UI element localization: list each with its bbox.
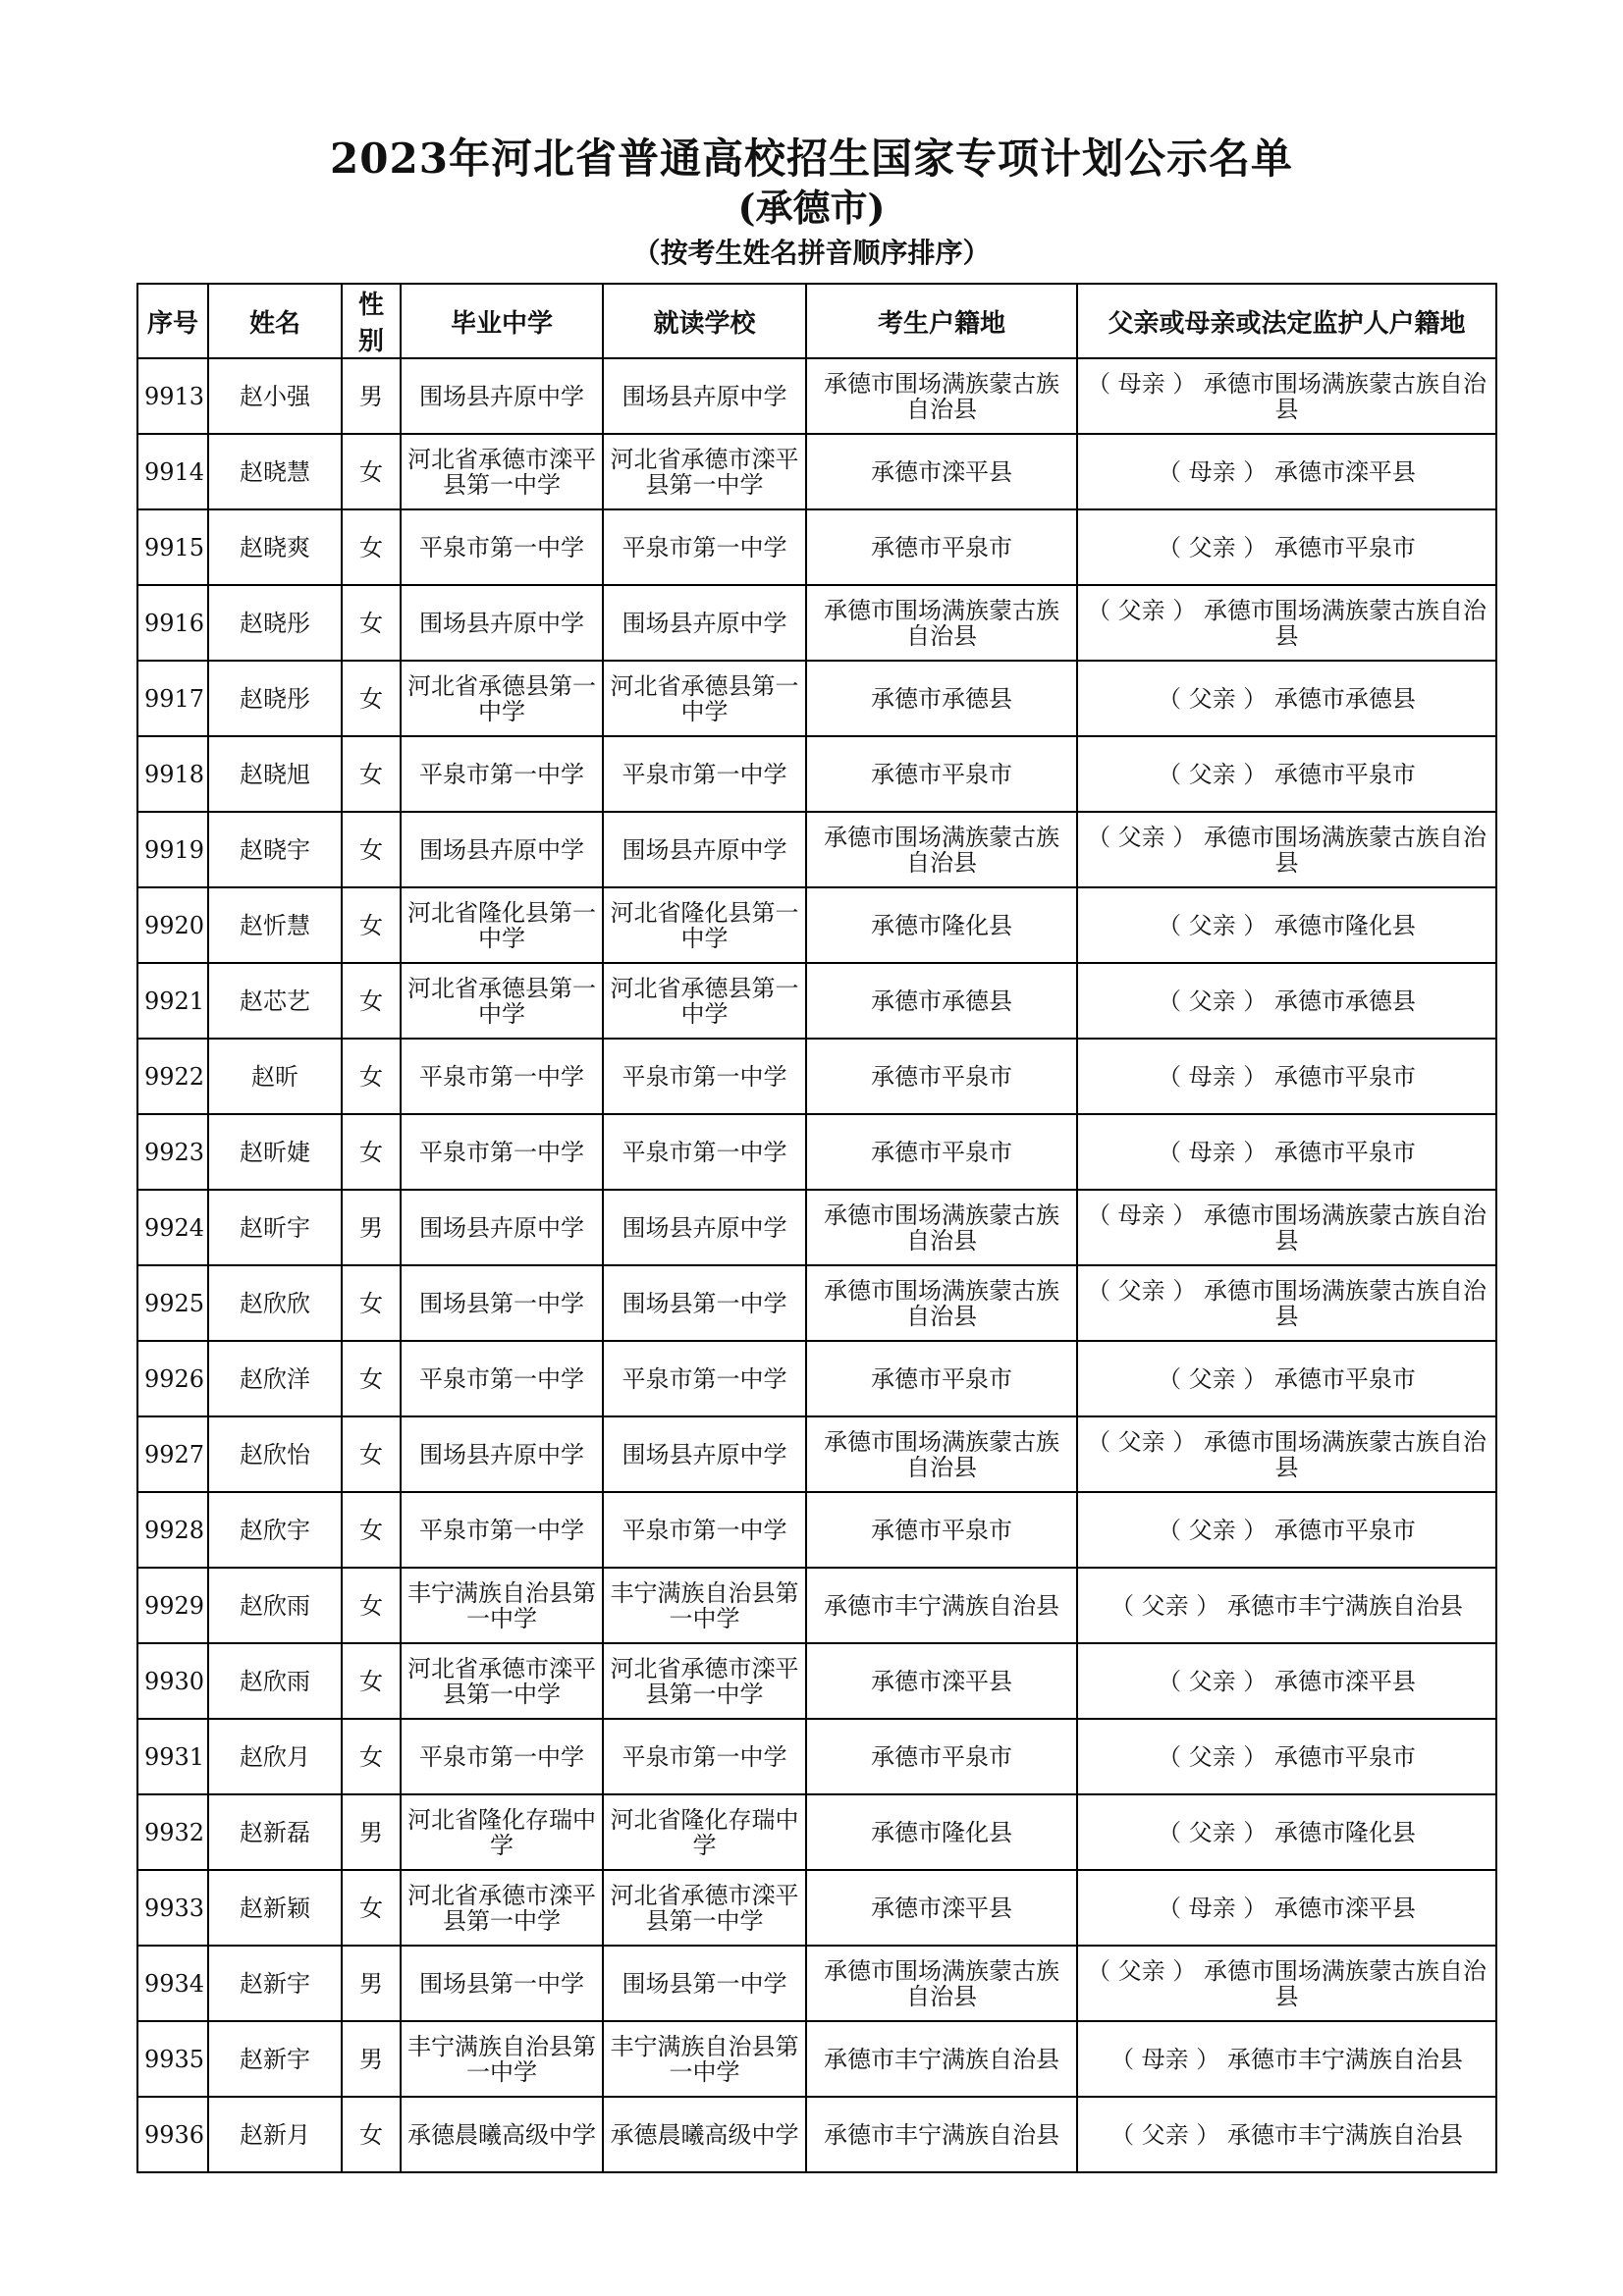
table-header-col-student-household: 考生户籍地 — [806, 284, 1077, 358]
page-subtitle: (承德市) — [737, 186, 886, 230]
table-row — [137, 1643, 1496, 1719]
student-household-cell: 承德市隆化县 — [806, 887, 1077, 963]
graduation-school-cell: 平泉市第一中学 — [401, 1114, 603, 1190]
gender-cell: 女 — [342, 585, 401, 661]
student-household-cell: 承德市承德县 — [806, 963, 1077, 1039]
guardian-household-cell: （ 父亲 ） 承德市滦平县 — [1077, 1643, 1496, 1719]
student-household-cell: 承德市平泉市 — [806, 509, 1077, 585]
current-school-cell: 围场县卉原中学 — [603, 585, 806, 661]
graduation-school-cell: 平泉市第一中学 — [401, 509, 603, 585]
guardian-household-cell: （ 母亲 ） 承德市滦平县 — [1077, 434, 1496, 509]
student-name-cell: 赵新磊 — [208, 1794, 342, 1870]
table-row — [137, 1719, 1496, 1794]
graduation-school-cell: 河北省承德市滦平县第一中学 — [401, 434, 603, 509]
current-school-cell: 河北省隆化县第一中学 — [603, 887, 806, 963]
graduation-school-cell: 平泉市第一中学 — [401, 736, 603, 812]
student-household-cell: 承德市围场满族蒙古族自治县 — [806, 1265, 1077, 1341]
gender-cell: 女 — [342, 812, 401, 887]
graduation-school-cell: 围场县第一中学 — [401, 1265, 603, 1341]
table-row — [137, 358, 1496, 434]
student-name-cell: 赵晓慧 — [208, 434, 342, 509]
table-row — [137, 2097, 1496, 2172]
gender-cell: 女 — [342, 887, 401, 963]
row-index-cell: 9934 — [137, 1946, 208, 2021]
student-household-cell: 承德市围场满族蒙古族自治县 — [806, 358, 1077, 434]
student-household-cell: 承德市平泉市 — [806, 1719, 1077, 1794]
current-school-cell: 平泉市第一中学 — [603, 1492, 806, 1568]
graduation-school-cell: 平泉市第一中学 — [401, 1492, 603, 1568]
guardian-household-cell: （ 父亲 ） 承德市隆化县 — [1077, 1794, 1496, 1870]
roster-table — [136, 283, 1497, 2173]
row-index-cell: 9928 — [137, 1492, 208, 1568]
guardian-household-cell: （ 母亲 ） 承德市围场满族蒙古族自治县 — [1077, 1190, 1496, 1265]
student-household-cell: 承德市隆化县 — [806, 1794, 1077, 1870]
graduation-school-cell: 承德晨曦高级中学 — [401, 2097, 603, 2172]
student-name-cell: 赵晓爽 — [208, 509, 342, 585]
current-school-cell: 河北省承德县第一中学 — [603, 963, 806, 1039]
student-household-cell: 承德市平泉市 — [806, 736, 1077, 812]
student-household-cell: 承德市承德县 — [806, 661, 1077, 736]
row-index-cell: 9914 — [137, 434, 208, 509]
gender-cell: 女 — [342, 736, 401, 812]
guardian-household-cell: （ 父亲 ） 承德市平泉市 — [1077, 736, 1496, 812]
student-name-cell: 赵小强 — [208, 358, 342, 434]
graduation-school-cell: 围场县卉原中学 — [401, 1416, 603, 1492]
graduation-school-cell: 围场县卉原中学 — [401, 585, 603, 661]
table-row — [137, 1039, 1496, 1114]
row-index-cell: 9915 — [137, 509, 208, 585]
graduation-school-cell: 围场县卉原中学 — [401, 358, 603, 434]
table-header-col-graduation-school: 毕业中学 — [401, 284, 603, 358]
table-row — [137, 1114, 1496, 1190]
student-name-cell: 赵晓宇 — [208, 812, 342, 887]
student-household-cell: 承德市围场满族蒙古族自治县 — [806, 585, 1077, 661]
student-name-cell: 赵忻慧 — [208, 887, 342, 963]
current-school-cell: 围场县卉原中学 — [603, 1190, 806, 1265]
guardian-household-cell: （ 父亲 ） 承德市平泉市 — [1077, 1341, 1496, 1416]
gender-cell: 男 — [342, 358, 401, 434]
row-index-cell: 9923 — [137, 1114, 208, 1190]
current-school-cell: 河北省承德市滦平县第一中学 — [603, 434, 806, 509]
row-index-cell: 9922 — [137, 1039, 208, 1114]
table-row — [137, 1870, 1496, 1946]
row-index-cell: 9918 — [137, 736, 208, 812]
row-index-cell: 9920 — [137, 887, 208, 963]
guardian-household-cell: （ 父亲 ） 承德市隆化县 — [1077, 887, 1496, 963]
table-row — [137, 1190, 1496, 1265]
graduation-school-cell: 围场县卉原中学 — [401, 812, 603, 887]
student-name-cell: 赵欣月 — [208, 1719, 342, 1794]
guardian-household-cell: （ 父亲 ） 承德市围场满族蒙古族自治县 — [1077, 1416, 1496, 1492]
row-index-cell: 9926 — [137, 1341, 208, 1416]
row-index-cell: 9932 — [137, 1794, 208, 1870]
guardian-household-cell: （ 母亲 ） 承德市平泉市 — [1077, 1114, 1496, 1190]
gender-cell: 女 — [342, 434, 401, 509]
table-row — [137, 585, 1496, 661]
current-school-cell: 围场县卉原中学 — [603, 812, 806, 887]
current-school-cell: 丰宁满族自治县第一中学 — [603, 1568, 806, 1643]
graduation-school-cell: 河北省承德市滦平县第一中学 — [401, 1643, 603, 1719]
guardian-household-cell: （ 父亲 ） 承德市平泉市 — [1077, 1719, 1496, 1794]
table-row — [137, 1568, 1496, 1643]
student-name-cell: 赵昕宇 — [208, 1190, 342, 1265]
table-row — [137, 736, 1496, 812]
gender-cell: 女 — [342, 1643, 401, 1719]
gender-cell: 男 — [342, 2021, 401, 2097]
current-school-cell: 平泉市第一中学 — [603, 1341, 806, 1416]
row-index-cell: 9936 — [137, 2097, 208, 2172]
guardian-household-cell: （ 母亲 ） 承德市滦平县 — [1077, 1870, 1496, 1946]
current-school-cell: 平泉市第一中学 — [603, 509, 806, 585]
gender-cell: 女 — [342, 1039, 401, 1114]
row-index-cell: 9913 — [137, 358, 208, 434]
graduation-school-cell: 河北省承德市滦平县第一中学 — [401, 1870, 603, 1946]
student-name-cell: 赵欣宇 — [208, 1492, 342, 1568]
gender-cell: 女 — [342, 1416, 401, 1492]
table-row — [137, 1265, 1496, 1341]
student-household-cell: 承德市平泉市 — [806, 1492, 1077, 1568]
gender-cell: 女 — [342, 661, 401, 736]
gender-cell: 女 — [342, 1492, 401, 1568]
row-index-cell: 9917 — [137, 661, 208, 736]
current-school-cell: 平泉市第一中学 — [603, 736, 806, 812]
gender-cell: 男 — [342, 1794, 401, 1870]
row-index-cell: 9924 — [137, 1190, 208, 1265]
student-household-cell: 承德市丰宁满族自治县 — [806, 2021, 1077, 2097]
gender-cell: 女 — [342, 1568, 401, 1643]
table-row — [137, 1341, 1496, 1416]
student-household-cell: 承德市滦平县 — [806, 1643, 1077, 1719]
graduation-school-cell: 丰宁满族自治县第一中学 — [401, 2021, 603, 2097]
guardian-household-cell: （ 父亲 ） 承德市丰宁满族自治县 — [1077, 2097, 1496, 2172]
student-name-cell: 赵昕婕 — [208, 1114, 342, 1190]
student-name-cell: 赵欣洋 — [208, 1341, 342, 1416]
current-school-cell: 围场县卉原中学 — [603, 358, 806, 434]
current-school-cell: 河北省承德市滦平县第一中学 — [603, 1643, 806, 1719]
row-index-cell: 9931 — [137, 1719, 208, 1794]
graduation-school-cell: 围场县卉原中学 — [401, 1190, 603, 1265]
table-row — [137, 1492, 1496, 1568]
graduation-school-cell: 平泉市第一中学 — [401, 1341, 603, 1416]
graduation-school-cell: 平泉市第一中学 — [401, 1039, 603, 1114]
sort-note: （按考生姓名拼音顺序排序） — [632, 237, 991, 269]
student-household-cell: 承德市平泉市 — [806, 1114, 1077, 1190]
row-index-cell: 9916 — [137, 585, 208, 661]
current-school-cell: 丰宁满族自治县第一中学 — [603, 2021, 806, 2097]
student-name-cell: 赵晓旭 — [208, 736, 342, 812]
student-household-cell: 承德市围场满族蒙古族自治县 — [806, 1946, 1077, 2021]
gender-cell: 女 — [342, 1114, 401, 1190]
gender-cell: 女 — [342, 1341, 401, 1416]
table-header-row — [137, 284, 1496, 358]
graduation-school-cell: 河北省承德县第一中学 — [401, 661, 603, 736]
student-name-cell: 赵欣欣 — [208, 1265, 342, 1341]
student-household-cell: 承德市丰宁满族自治县 — [806, 2097, 1077, 2172]
graduation-school-cell: 平泉市第一中学 — [401, 1719, 603, 1794]
table-row — [137, 2021, 1496, 2097]
guardian-household-cell: （ 父亲 ） 承德市围场满族蒙古族自治县 — [1077, 1946, 1496, 2021]
graduation-school-cell: 河北省隆化存瑞中学 — [401, 1794, 603, 1870]
current-school-cell: 河北省隆化存瑞中学 — [603, 1794, 806, 1870]
table-row — [137, 963, 1496, 1039]
student-household-cell: 承德市滦平县 — [806, 434, 1077, 509]
student-household-cell: 承德市围场满族蒙古族自治县 — [806, 1190, 1077, 1265]
gender-cell: 男 — [342, 1190, 401, 1265]
table-header-col-gender: 性别 — [342, 284, 401, 358]
guardian-household-cell: （ 母亲 ） 承德市围场满族蒙古族自治县 — [1077, 358, 1496, 434]
table-row — [137, 509, 1496, 585]
current-school-cell: 平泉市第一中学 — [603, 1039, 806, 1114]
table-row — [137, 1416, 1496, 1492]
gender-cell: 女 — [342, 2097, 401, 2172]
student-name-cell: 赵欣雨 — [208, 1568, 342, 1643]
gender-cell: 女 — [342, 963, 401, 1039]
row-index-cell: 9925 — [137, 1265, 208, 1341]
graduation-school-cell: 丰宁满族自治县第一中学 — [401, 1568, 603, 1643]
student-name-cell: 赵昕 — [208, 1039, 342, 1114]
student-household-cell: 承德市围场满族蒙古族自治县 — [806, 812, 1077, 887]
row-index-cell: 9935 — [137, 2021, 208, 2097]
current-school-cell: 围场县第一中学 — [603, 1946, 806, 2021]
guardian-household-cell: （ 母亲 ） 承德市平泉市 — [1077, 1039, 1496, 1114]
guardian-household-cell: （ 父亲 ） 承德市围场满族蒙古族自治县 — [1077, 812, 1496, 887]
page-title: 2023年河北省普通高校招生国家专项计划公示名单 — [330, 134, 1293, 183]
graduation-school-cell: 河北省承德县第一中学 — [401, 963, 603, 1039]
current-school-cell: 承德晨曦高级中学 — [603, 2097, 806, 2172]
student-name-cell: 赵新宇 — [208, 2021, 342, 2097]
graduation-school-cell: 河北省隆化县第一中学 — [401, 887, 603, 963]
table-row — [137, 812, 1496, 887]
current-school-cell: 平泉市第一中学 — [603, 1114, 806, 1190]
gender-cell: 女 — [342, 509, 401, 585]
student-household-cell: 承德市滦平县 — [806, 1870, 1077, 1946]
row-index-cell: 9930 — [137, 1643, 208, 1719]
table-header-col-name: 姓名 — [208, 284, 342, 358]
student-name-cell: 赵新宇 — [208, 1946, 342, 2021]
student-name-cell: 赵欣雨 — [208, 1643, 342, 1719]
table-row — [137, 1946, 1496, 2021]
student-name-cell: 赵新颖 — [208, 1870, 342, 1946]
gender-cell: 男 — [342, 1946, 401, 2021]
graduation-school-cell: 围场县第一中学 — [401, 1946, 603, 2021]
current-school-cell: 围场县卉原中学 — [603, 1416, 806, 1492]
row-index-cell: 9919 — [137, 812, 208, 887]
current-school-cell: 平泉市第一中学 — [603, 1719, 806, 1794]
current-school-cell: 围场县第一中学 — [603, 1265, 806, 1341]
table-row — [137, 661, 1496, 736]
guardian-household-cell: （ 父亲 ） 承德市平泉市 — [1077, 509, 1496, 585]
row-index-cell: 9929 — [137, 1568, 208, 1643]
table-row — [137, 887, 1496, 963]
student-name-cell: 赵芯艺 — [208, 963, 342, 1039]
guardian-household-cell: （ 父亲 ） 承德市围场满族蒙古族自治县 — [1077, 1265, 1496, 1341]
table-body — [137, 358, 1496, 2172]
guardian-household-cell: （ 父亲 ） 承德市承德县 — [1077, 661, 1496, 736]
guardian-household-cell: （ 父亲 ） 承德市丰宁满族自治县 — [1077, 1568, 1496, 1643]
row-index-cell: 9921 — [137, 963, 208, 1039]
current-school-cell: 河北省承德县第一中学 — [603, 661, 806, 736]
current-school-cell: 河北省承德市滦平县第一中学 — [603, 1870, 806, 1946]
table-row — [137, 434, 1496, 509]
row-index-cell: 9927 — [137, 1416, 208, 1492]
student-household-cell: 承德市平泉市 — [806, 1341, 1077, 1416]
student-name-cell: 赵晓彤 — [208, 661, 342, 736]
table-header-col-index: 序号 — [137, 284, 208, 358]
page-header — [0, 135, 1623, 271]
student-name-cell: 赵晓彤 — [208, 585, 342, 661]
student-household-cell: 承德市丰宁满族自治县 — [806, 1568, 1077, 1643]
table-header-col-guardian-household: 父亲或母亲或法定监护人户籍地 — [1077, 284, 1496, 358]
row-index-cell: 9933 — [137, 1870, 208, 1946]
student-household-cell: 承德市平泉市 — [806, 1039, 1077, 1114]
student-household-cell: 承德市围场满族蒙古族自治县 — [806, 1416, 1077, 1492]
gender-cell: 女 — [342, 1265, 401, 1341]
guardian-household-cell: （ 父亲 ） 承德市平泉市 — [1077, 1492, 1496, 1568]
guardian-household-cell: （ 父亲 ） 承德市围场满族蒙古族自治县 — [1077, 585, 1496, 661]
student-name-cell: 赵欣怡 — [208, 1416, 342, 1492]
guardian-household-cell: （ 母亲 ） 承德市丰宁满族自治县 — [1077, 2021, 1496, 2097]
gender-cell: 女 — [342, 1719, 401, 1794]
table-row — [137, 1794, 1496, 1870]
table-header-col-current-school: 就读学校 — [603, 284, 806, 358]
guardian-household-cell: （ 父亲 ） 承德市承德县 — [1077, 963, 1496, 1039]
student-name-cell: 赵新月 — [208, 2097, 342, 2172]
gender-cell: 女 — [342, 1870, 401, 1946]
